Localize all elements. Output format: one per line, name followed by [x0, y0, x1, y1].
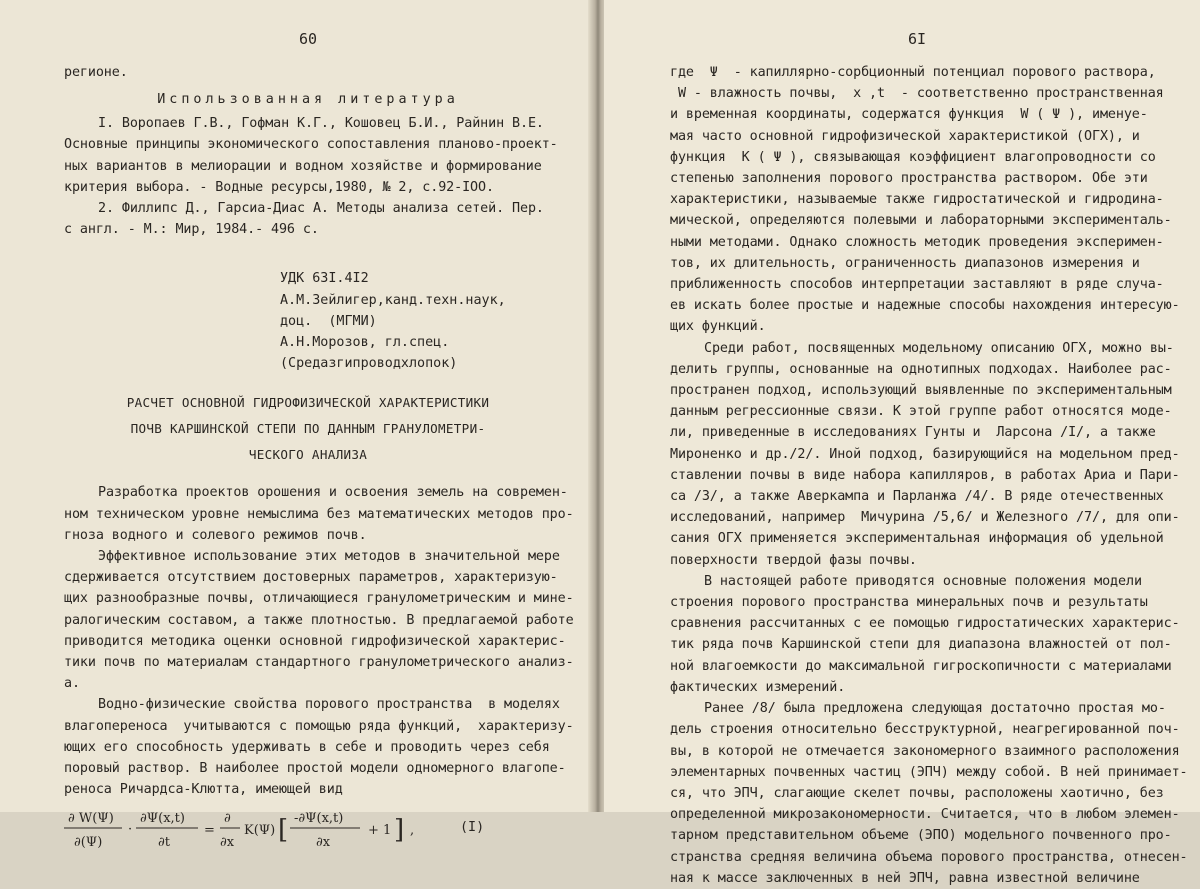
- body-line: ся, что ЭПЧ, слагающие скелет почвы, расположены хаотично, без: [670, 785, 1164, 801]
- body-line: ющих его способность удерживать в себе и проводить через себя: [64, 739, 550, 755]
- body-line: тарном представительном объеме (ЭПО) модельного почвенного про-: [670, 828, 1172, 844]
- udk-code: УДК 63I.4I2: [280, 271, 369, 287]
- svg-text:∂(Ψ): ∂(Ψ): [74, 835, 103, 851]
- author-line: А.М.Зейлигер,канд.техн.наук,: [280, 292, 506, 308]
- body-line: Мироненко и др./2/. Иной подход, базирующийся на модельном пред-: [670, 446, 1180, 462]
- reference-line: 2. Филлипс Д., Гарсиа-Диас А. Методы анализа сетей. Пер.: [98, 201, 544, 217]
- left-page: [0, 0, 592, 851]
- body-line: приводится методика оценки основной гидрофизической характерис-: [64, 633, 566, 649]
- reference-line: I. Воропаев Г.В., Гофман К.Г., Кошовец Б.И., Райнин В.Е.: [98, 116, 544, 132]
- svg-text:∂ W(Ψ): ∂ W(Ψ): [68, 811, 114, 827]
- body-line: ев искать более простые и надежные способы нахождения интересую-: [670, 298, 1180, 314]
- body-line: степенью заполнения порового пространства раствором. Обе эти: [670, 171, 1148, 187]
- body-line: ли, приведенные в исследованиях Гунты и Ларсона /I/, а также: [670, 425, 1156, 441]
- right-page-text: [670, 62, 1188, 889]
- body-line: ными методами. Однако сложность методик проведения эксперимен-: [670, 234, 1164, 250]
- reference-line: ных вариантов в мелиорации и водном хозяйстве и формирование: [64, 158, 542, 174]
- svg-text:∂x: ∂x: [220, 835, 235, 851]
- body-line: поверхности твердой фазы почвы.: [670, 552, 917, 568]
- reference-line: Основные принципы экономического сопоставления планово-проект-: [64, 137, 558, 153]
- body-line: сравнения рассчитанных с ее помощью гидростатических характерис-: [670, 616, 1180, 632]
- body-line: тов, их длительность, ограниченность диапазонов измерения и: [670, 255, 1140, 271]
- body-line: ная к массе заключенных в ней ЭПЧ, равна известной величине: [670, 870, 1140, 886]
- body-line: мая часто основной гидрофизической характеристикой (ОГХ), и: [670, 128, 1140, 144]
- body-line: Эффективное использование этих методов в значительной мере: [98, 549, 560, 565]
- body-line: тик ряда почв Каршинской степи для диапазона влажностей от пол-: [670, 637, 1172, 653]
- body-line: В настоящей работе приводятся основные положения модели: [704, 573, 1142, 589]
- body-line: пространен подход, использующий выявленные по экспериментальным: [670, 383, 1172, 399]
- svg-text:]: ]: [394, 815, 405, 846]
- body-line: дель строения относительно бесструктурной, неагрегированной поч-: [670, 722, 1180, 738]
- body-line: реноса Ричардса-Клютта, имеющей вид: [64, 782, 343, 798]
- equation-number: (I): [460, 820, 485, 836]
- svg-text:∂Ψ(x,t): ∂Ψ(x,t): [140, 811, 185, 827]
- body-line: исследований, например Мичурина /5,6/ и Железного /7/, для опи-: [670, 510, 1180, 526]
- references-heading: Использованная литература: [157, 92, 459, 108]
- body-line: где Ψ - капиллярно-сорбционный потенциал порового раствора,: [670, 65, 1156, 80]
- text-line: регионе.: [64, 65, 128, 80]
- richards-equation: [64, 806, 552, 854]
- body-line: ралогическим составом, а также плотностью. В предлагаемой работе: [64, 612, 574, 628]
- body-line: ставлении почвы в виде набора капилляров, в работах Ариа и Пари-: [670, 467, 1180, 483]
- body-line: гноза водного и солевого режимов почв.: [64, 527, 367, 543]
- body-line: приближенность способов интерпретации заставляют в ряде случа-: [670, 277, 1164, 293]
- body-line: Среди работ, посвященных модельному описанию ОГХ, можно вы-: [704, 340, 1174, 356]
- body-line: тики почв по материалам стандартного гранулометрического анализ-: [64, 655, 574, 671]
- body-line: щих разнообразные почвы, отличающиеся гранулометрическим и мине-: [64, 591, 574, 607]
- body-line: странства средняя величина объема порового пространства, отнесен-: [670, 849, 1188, 865]
- svg-text:-∂Ψ(x,t): -∂Ψ(x,t): [294, 811, 344, 827]
- body-line: делить группы, основанные на однотипных подходах. Наиболее рас-: [670, 361, 1172, 377]
- body-line: ной влагоемкости до максимальной гигроскопичности с материалами: [670, 658, 1172, 674]
- author-line: А.Н.Морозов, гл.спец.: [280, 335, 450, 351]
- body-line: и временная координаты, содержатся функция W ( Ψ ), именуе-: [670, 107, 1148, 123]
- body-line: элементарных почвенных частиц (ЭПЧ) между собой. В ней принимает-: [670, 764, 1188, 780]
- svg-text:,: ,: [410, 823, 415, 839]
- article-title: [64, 390, 552, 468]
- svg-text:∂t: ∂t: [158, 835, 170, 851]
- body-line: влагопереноса учитываются с помощью ряда функций, характеризу-: [64, 718, 574, 734]
- body-line: строения порового пространства минеральных почв и результаты: [670, 595, 1148, 611]
- body-line: определенной микрозакономерности. Считается, что в любом элемен-: [670, 807, 1180, 823]
- body-line: Ранее /8/ была предложена следующая достаточно простая мо-: [704, 701, 1166, 717]
- body-line: Водно-физические свойства порового пространства в моделях: [98, 697, 560, 713]
- body-line: фактических измерений.: [670, 679, 846, 695]
- svg-text:∂: ∂: [224, 811, 231, 827]
- body-line: ном техническом уровне немыслима без математических методов про-: [64, 506, 574, 522]
- body-line: данным регрессионные связи. К этой группе работ относятся моде-: [670, 404, 1172, 420]
- body-line: щих функций.: [670, 319, 766, 335]
- page-number-right: 6I: [907, 30, 927, 48]
- body-line: поровый раствор. В наиболее простой модели одномерного влагопе-: [64, 761, 566, 777]
- author-line: (Средазгипроводхлопок): [280, 356, 458, 372]
- body-line: сания ОГХ применяется экспериментальная информация об удельной: [670, 531, 1164, 547]
- reference-line: критерия выбора. - Водные ресурсы,1980, № 2, с.92-IOO.: [64, 179, 494, 195]
- body-line: сдерживается отсутствием достоверных параметров, характеризую-: [64, 570, 558, 586]
- body-line: вы, в которой не отмечается закономерного взаимного расположения: [670, 743, 1180, 759]
- right-page: [604, 0, 1200, 886]
- svg-text:·: ·: [128, 822, 133, 838]
- body-line: характеристики, называемые также гидростатической и гидродина-: [670, 192, 1164, 208]
- body-line: мической, определяются полевыми и лабораторными эксперименталь-: [670, 213, 1172, 229]
- svg-text:[: [: [278, 815, 289, 846]
- svg-text:+ 1: + 1: [368, 823, 392, 839]
- author-line: доц. (МГМИ): [280, 313, 377, 329]
- body-line: функция K ( Ψ ), связывающая коэффициент влагопроводности со: [670, 149, 1156, 165]
- reference-line: с англ. - М.: Мир, 1984.- 496 с.: [64, 222, 319, 238]
- body-line: са /3/, а также Аверкампа и Парланжа /4/. В ряде отечественных: [670, 489, 1164, 505]
- body-line: W - влажность почвы, x ,t - соответственно пространственная: [670, 86, 1164, 102]
- title-line: ПОЧВ КАРШИНСКОЙ СТЕПИ ПО ДАННЫМ ГРАНУЛОМЕТРИ-: [130, 421, 486, 437]
- title-line: РАСЧЕТ ОСНОВНОЙ ГИДРОФИЗИЧЕСКОЙ ХАРАКТЕРИСТИКИ: [126, 395, 490, 411]
- svg-text:=: =: [204, 823, 215, 839]
- body-line: Разработка проектов орошения и освоения земель на современ-: [98, 485, 568, 501]
- title-line: ЧЕСКОГО АНАЛИЗА: [248, 447, 368, 463]
- svg-text:∂x: ∂x: [316, 835, 331, 851]
- page-number-left: 60: [298, 30, 318, 48]
- body-line: а.: [64, 676, 80, 692]
- svg-text:K(Ψ): K(Ψ): [244, 823, 276, 839]
